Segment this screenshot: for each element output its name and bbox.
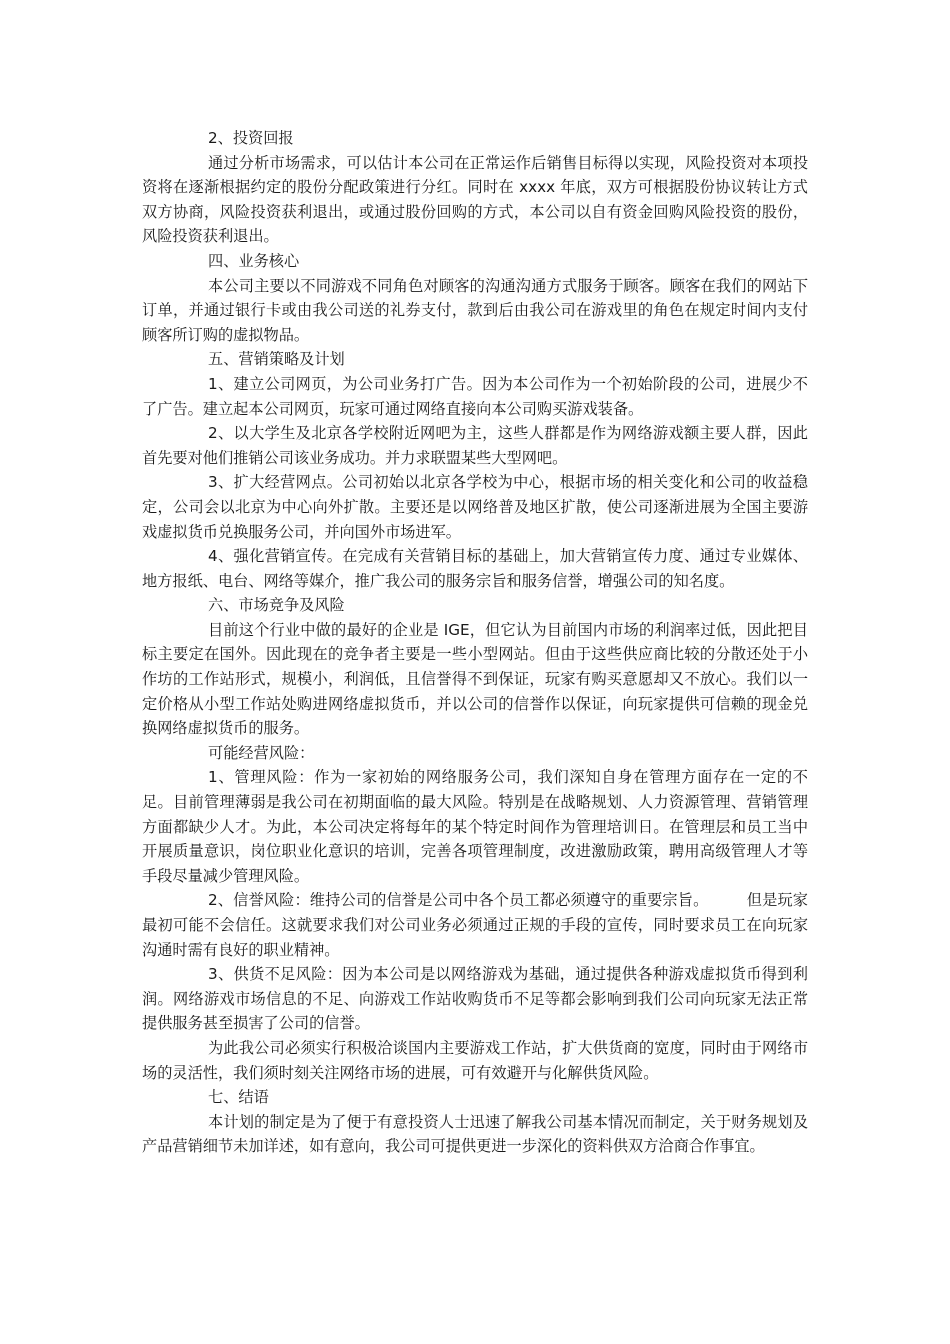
paragraph-risk-supply: 3、供货不足风险：因为本公司是以网络游戏为基础，通过提供各种游戏虚拟货币得到利润。网络游戏市场信息的不足、向游戏工作站收购货币不足等都会影响到我们公司向玩家无法正常提供服务甚至损害了公司的信誉。: [142, 965, 808, 1033]
paragraph-risk-reputation: 2、信誉风险：维持公司的信誉是公司中各个员工都必须遵守的重要宗旨。 但是玩家最初可能不会信任。这就要求我们对公司业务必须通过正规的手段的宣传，同时要求员工在向玩家沟通时需有良好的职业精神。: [142, 891, 808, 959]
section-heading-marketing-strategy: 五、营销策略及计划: [208, 350, 345, 369]
paragraph-business-core: 本公司主要以不同游戏不同角色对顾客的沟通沟通方式服务于顾客。顾客在我们的网站下订单，并通过银行卡或由我公司送的礼券支付，款到后由我公司在游戏里的角色在规定时间内支付顾客所订购的虚拟物品。: [142, 276, 808, 344]
paragraph-marketing-2: 2、以大学生及北京各学校附近网吧为主，这些人群都是作为网络游戏额主要人群，因此首先要对他们推销公司该业务成功。并力求联盟某些大型网吧。: [142, 424, 808, 467]
paragraph-marketing-1: 1、建立公司网页，为公司业务打广告。因为本公司作为一个初始阶段的公司，进展少不了广告。建立起本公司网页，玩家可通过网络直接向本公司购买游戏装备。: [142, 374, 808, 418]
paragraph-marketing-3: 3、扩大经营网点。公司初始以北京各学校为中心，根据市场的相关变化和公司的收益稳定，公司会以北京为中心向外扩散。主要还是以网络普及地区扩散，使公司逐渐进展为全国主要游戏虚拟货币兑换服务公司，并向国外市场进军。: [142, 473, 808, 541]
section-heading-conclusion: 七、结语: [208, 1088, 269, 1107]
subheading-possible-risks: 可能经营风险：: [208, 743, 315, 762]
paragraph-risk-mitigation: 为此我公司必须实行积极洽谈国内主要游戏工作站，扩大供货商的宽度，同时由于网络市场的灵活性，我们须时刻关注网络市场的进展，可有效避开与化解供货风险。: [142, 1038, 808, 1082]
paragraph-investment-return: 通过分析市场需求，可以估计本公司在正常运作后销售目标得以实现，风险投资对本项投资将在逐渐根据约定的股份分配政策进行分红。同时在 xxxx 年底，双方可根据股份协议转让方式双方协商，风险投资获利退出，或通过股份回购的方式，本公司以自有资金回购风险投资的股份，风险投资获利退出。: [142, 153, 808, 246]
section-heading-business-core: 四、业务核心: [208, 251, 300, 270]
section-heading-competition-risk: 六、市场竞争及风险: [208, 596, 345, 615]
document-body: [142, 126, 808, 1159]
paragraph-competition: 目前这个行业中做的最好的企业是 IGE，但它认为目前国内市场的利润率过低，因此把目标主要定在国外。因此现在的竞争者主要是一些小型网站。但由于这些供应商比较的分散还处于小作坊的工作站形式，规模小，利润低，且信誉得不到保证，玩家有购买意愿却又不放心。我们以一定价格从小型工作站处购进网络虚拟货币，并以公司的信誉作以保证，向玩家提供可信赖的现金兑换网络虚拟货币的服务。: [142, 620, 808, 738]
paragraph-conclusion: 本计划的制定是为了便于有意投资人士迅速了解我公司基本情况而制定，关于财务规划及产品营销细节未加详述，如有意向，我公司可提供更进一步深化的资料供双方洽商合作事宜。: [142, 1112, 808, 1156]
section-heading-investment-return: 2、投资回报: [208, 129, 294, 147]
paragraph-risk-management: 1、管理风险：作为一家初始的网络服务公司，我们深知自身在管理方面存在一定的不足。目前管理薄弱是我公司在初期面临的最大风险。特别是在战略规划、人力资源管理、营销管理方面都缺少人才。为此，本公司决定将每年的某个特定时间作为管理培训日。在管理层和员工当中开展质量意识，岗位职业化意识的培训，完善各项管理制度，改进激励政策，聘用高级管理人才等手段尽量减少管理风险。: [142, 768, 808, 885]
paragraph-marketing-4: 4、强化营销宣传。在完成有关营销目标的基础上，加大营销宣传力度、通过专业媒体、地方报纸、电台、网络等媒介，推广我公司的服务宗旨和服务信誉，增强公司的知名度。: [142, 547, 808, 590]
